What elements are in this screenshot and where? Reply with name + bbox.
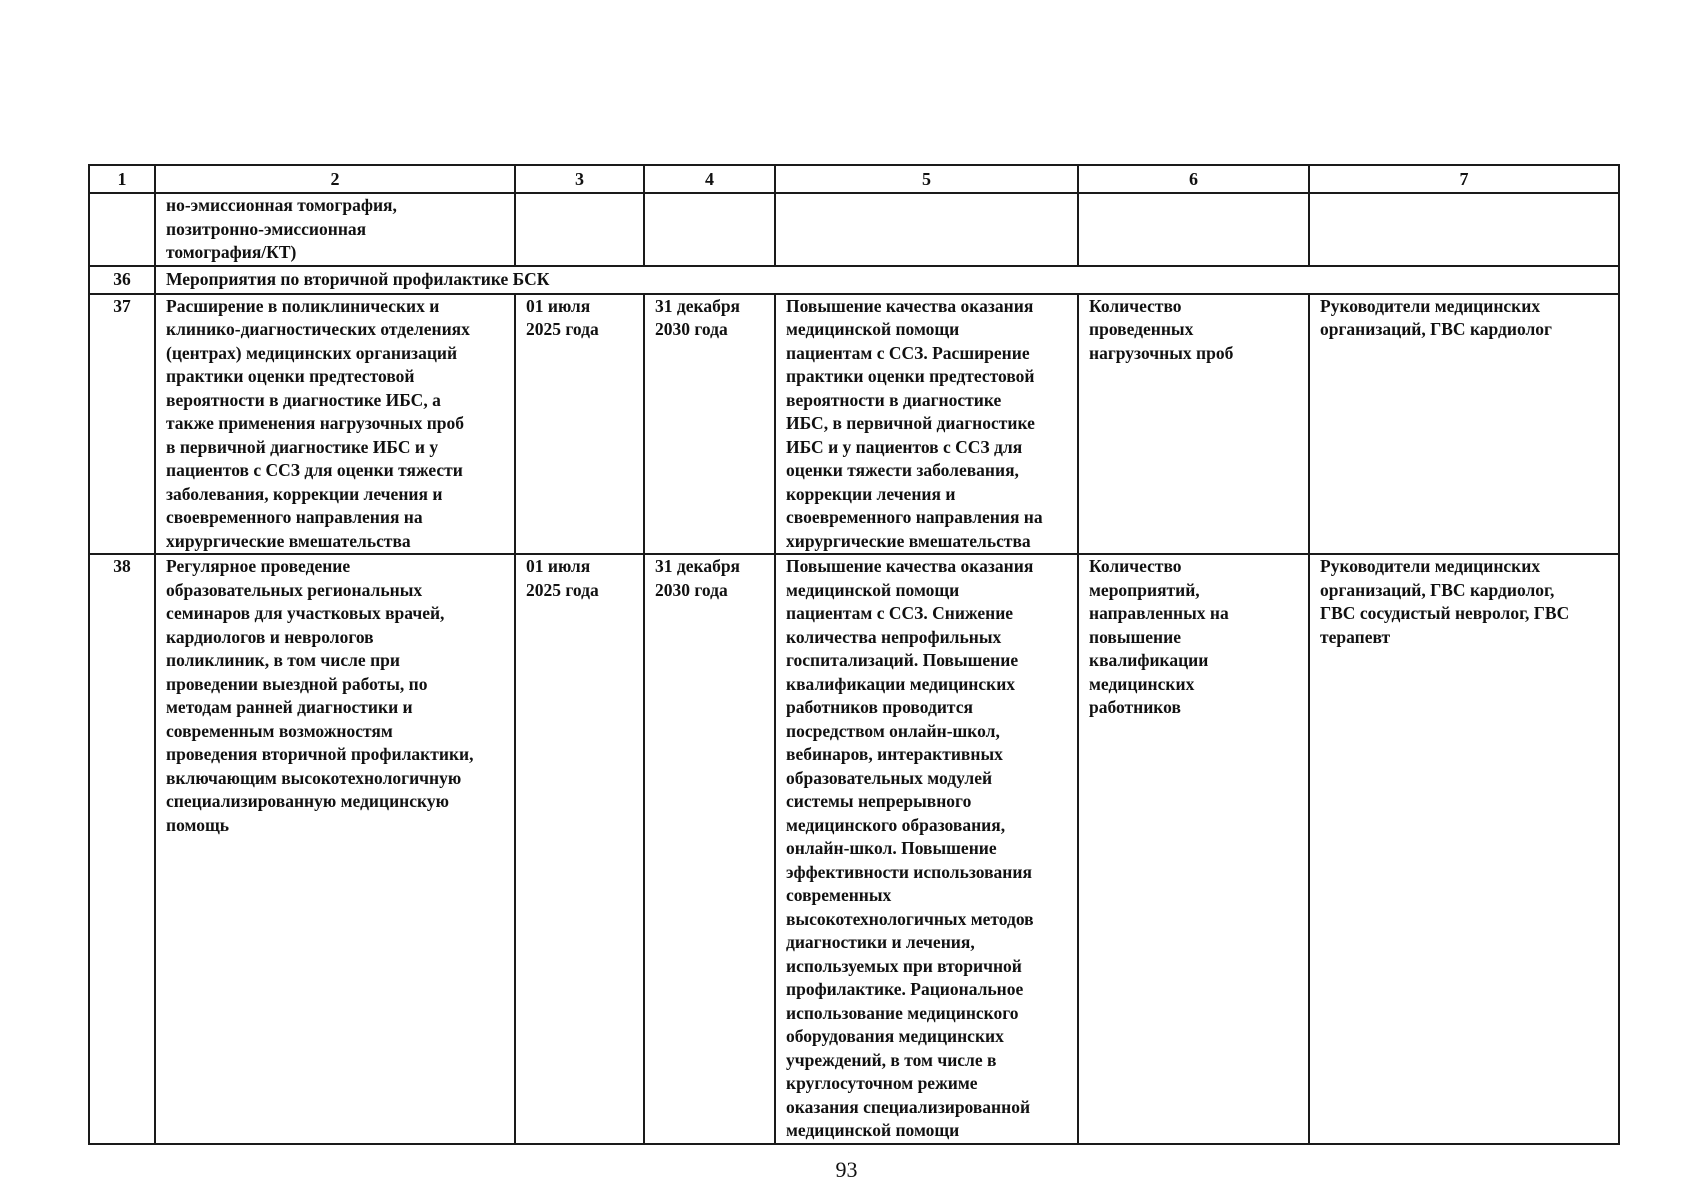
end-date-cell: 31 декабря 2030 года bbox=[644, 294, 775, 555]
continuation-indicator bbox=[1078, 193, 1309, 266]
responsible-cell: Руководители медицинских организаций, ГВС кардиолог bbox=[1309, 294, 1619, 555]
column-number-row bbox=[89, 165, 1619, 193]
page-number: 93 bbox=[835, 1157, 858, 1182]
responsible-cell: Руководители медицинских организаций, ГВС кардиолог, ГВС сосудистый невролог, ГВС терапевт bbox=[1309, 554, 1619, 1144]
column-number-7: 7 bbox=[1309, 165, 1619, 193]
column-number-2: 2 bbox=[155, 165, 515, 193]
activity-cell: Расширение в поликлинических и клинико-диагностических отделениях (центрах) медицинских организаций практики оценки предтестовой вероятности в диагностике ИБС, а также применения нагрузочных проб в первичной диагностике ИБС и у пациентов с ССЗ для оценки тяжести заболевания, коррекции лечения и своевременного направления на хирургические вмешательства bbox=[155, 294, 515, 555]
continuation-start bbox=[515, 193, 644, 266]
column-number-3: 3 bbox=[515, 165, 644, 193]
table-row bbox=[89, 554, 1619, 1144]
start-date-cell: 01 июля 2025 года bbox=[515, 554, 644, 1144]
column-number-4: 4 bbox=[644, 165, 775, 193]
continuation-responsible bbox=[1309, 193, 1619, 266]
activity-cell: Регулярное проведение образовательных региональных семинаров для участковых врачей, кардиологов и неврологов поликлиник, в том числе при проведении выездной работы, по методам ранней диагностики и современным возможностям проведения вторичной профилактики, включающим высокотехнологичную специализированную медицинскую помощь bbox=[155, 554, 515, 1144]
row-number: 37 bbox=[89, 294, 155, 555]
section-title: Мероприятия по вторичной профилактике БСК bbox=[155, 266, 1619, 294]
continuation-activity: но-эмиссионная томография, позитронно-эмиссионная томография/КТ) bbox=[155, 193, 515, 266]
continuation-number bbox=[89, 193, 155, 266]
continuation-row bbox=[89, 193, 1619, 266]
section-row bbox=[89, 266, 1619, 294]
result-cell: Повышение качества оказания медицинской помощи пациентам с ССЗ. Расширение практики оценки предтестовой вероятности в диагностике ИБС, в первичной диагностике ИБС и у пациентов с ССЗ для оценки тяжести заболевания, коррекции лечения и своевременного направления на хирургические вмешательства bbox=[775, 294, 1078, 555]
row-number: 38 bbox=[89, 554, 155, 1144]
end-date-cell: 31 декабря 2030 года bbox=[644, 554, 775, 1144]
result-cell: Повышение качества оказания медицинской помощи пациентам с ССЗ. Снижение количества непрофильных госпитализаций. Повышение квалификации медицинских работников проводится посредством онлайн-школ, вебинаров, интерактивных образовательных модулей системы непрерывного медицинского образования, онлайн-школ. Повышение эффективности использования современных высокотехнологичных методов диагностики и лечения, используемых при вторичной профилактике. Рациональное использование медицинского оборудования медицинских учреждений, в том числе в круглосуточном режиме оказания специализированной медицинской помощи bbox=[775, 554, 1078, 1144]
start-date-cell: 01 июля 2025 года bbox=[515, 294, 644, 555]
column-number-1: 1 bbox=[89, 165, 155, 193]
measures-table bbox=[88, 164, 1620, 1145]
column-number-6: 6 bbox=[1078, 165, 1309, 193]
column-number-5: 5 bbox=[775, 165, 1078, 193]
continuation-end bbox=[644, 193, 775, 266]
indicator-cell: Количество мероприятий, направленных на повышение квалификации медицинских работников bbox=[1078, 554, 1309, 1144]
table-row bbox=[89, 294, 1619, 555]
continuation-result bbox=[775, 193, 1078, 266]
section-number: 36 bbox=[89, 266, 155, 294]
indicator-cell: Количество проведенных нагрузочных проб bbox=[1078, 294, 1309, 555]
